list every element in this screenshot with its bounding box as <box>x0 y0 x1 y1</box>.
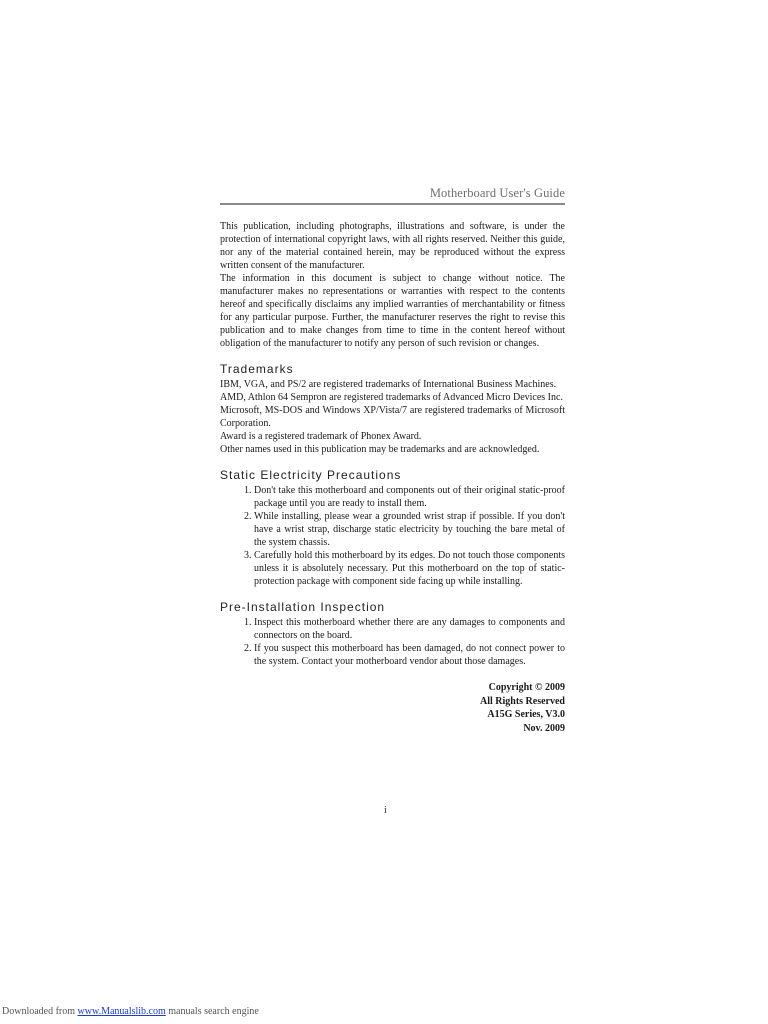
page-number: i <box>384 805 387 816</box>
list-item: 2. While installing, please wear a grounded wrist strap if possible. If you don't have a wrist strap, discharge static electricity by touching the bare metal of the system chassis. <box>254 510 565 549</box>
intro-paragraph: This publication, including photographs, illustrations and software, is under the protection of international copyright laws, with all rights reserved. Neither this guide, nor any of the material contained herein, may be reproduced without the express written consent of the manufacturer. <box>220 221 565 271</box>
footer-prefix: Downloaded from <box>2 1006 76 1017</box>
static-precautions-list <box>220 484 565 588</box>
intro-paragraph: The information in this document is subject to change without notice. The manufacturer makes no representations or warranties with respect to the contents hereof and specifically disclaims any implied warranties of merchantability or fitness for any particular purpose. Further, the manufacturer reserves the right to revise this publication and to make changes from time to time in the content hereof without obligation of the manufacturer to notify any person of such revision or changes. <box>220 273 565 349</box>
rights-line: All Rights Reserved <box>480 695 565 707</box>
pre-installation-heading: Pre-Installation Inspection <box>220 600 386 614</box>
trademark-line: AMD, Athlon 64 Sempron are registered trademarks of Advanced Micro Devices Inc. <box>220 392 563 403</box>
trademark-line: Microsoft, MS-DOS and Windows XP/Vista/7 are registered trademarks of Microsoft Corporation. <box>220 405 565 429</box>
static-precautions-heading: Static Electricity Precautions <box>220 468 402 482</box>
trademarks-heading: Trademarks <box>220 362 294 376</box>
copyright-line: Copyright © 2009 <box>488 682 565 693</box>
manualslib-link[interactable]: www.Manualslib.com <box>77 1006 166 1017</box>
series-line: A15G Series, V3.0 <box>487 709 565 720</box>
running-header: Motherboard User's Guide <box>220 186 565 205</box>
list-item: 3. Carefully hold this motherboard by its edges. Do not touch those components unless it is absolutely necessary. Put this motherboard on the top of static-protection package with component side facing up while installing. <box>254 549 565 588</box>
trademark-line: Award is a registered trademark of Phonex Award. <box>220 431 422 442</box>
trademark-line: IBM, VGA, and PS/2 are registered trademarks of International Business Machines. <box>220 379 557 390</box>
date-line: Nov. 2009 <box>523 722 565 734</box>
trademark-line: Other names used in this publication may be trademarks and are acknowledged. <box>220 444 540 455</box>
list-item: 2. If you suspect this motherboard has been damaged, do not connect power to the system. Contact your motherboard vendor about those damages. <box>254 642 565 668</box>
pre-installation-list <box>220 616 565 668</box>
copyright-block <box>220 681 565 735</box>
footer-suffix: manuals search engine <box>168 1006 259 1017</box>
list-item: 1. Don't take this motherboard and components out of their original static-proof package until you are ready to install them. <box>254 484 565 510</box>
download-footer <box>2 1006 259 1017</box>
document-page <box>220 186 565 735</box>
intro-section <box>220 220 565 350</box>
list-item: 1. Inspect this motherboard whether there are any damages to components and connectors on the board. <box>254 616 565 642</box>
trademarks-section <box>220 378 565 456</box>
